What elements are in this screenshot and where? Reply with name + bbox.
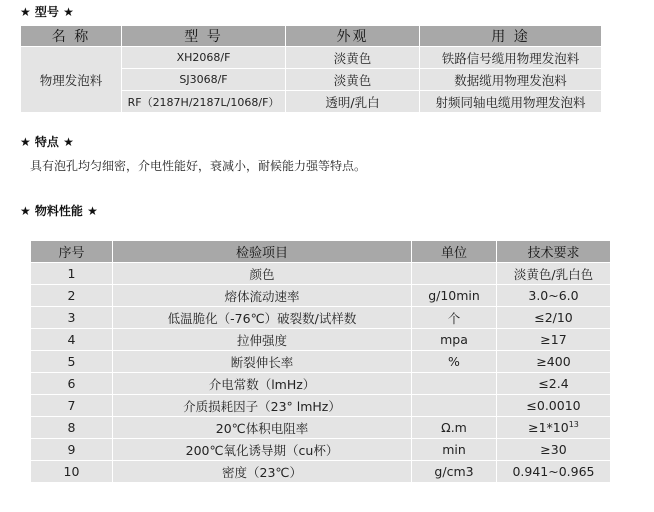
features-text: 具有泡孔均匀细密，介电性能好，衰减小，耐候能力强等特点。 [30, 159, 367, 173]
usage-cell: 铁路信号缆用物理发泡料 [420, 47, 602, 69]
product-name-cell: 物理发泡料 [21, 47, 122, 113]
usage-cell: 射频同轴电缆用物理发泡料 [420, 91, 602, 113]
unit-cell: mpa [412, 329, 497, 351]
header-no: 序号 [31, 241, 113, 263]
table-row [31, 285, 611, 307]
appearance-cell: 淡黄色 [286, 47, 420, 69]
usage-cell: 数据缆用物理发泡料 [420, 69, 602, 91]
item-cell: 200℃氧化诱导期（cu杯） [113, 439, 412, 461]
header-requirement: 技术要求 [497, 241, 611, 263]
table-row [31, 263, 611, 285]
unit-cell: % [412, 351, 497, 373]
header-item: 检验项目 [113, 241, 412, 263]
no-cell: 8 [31, 417, 113, 439]
item-cell: 介质损耗因子（23° lmHz） [113, 395, 412, 417]
table-header-row [31, 241, 611, 263]
item-cell: 熔体流动速率 [113, 285, 412, 307]
header-appearance: 外观 [286, 26, 420, 47]
no-cell: 3 [31, 307, 113, 329]
requirement-cell: ≥30 [497, 439, 611, 461]
header-name: 名 称 [21, 26, 122, 47]
requirement-cell: 0.941~0.965 [497, 461, 611, 483]
unit-cell: g/10min [412, 285, 497, 307]
requirement-base: ≥1*10 [528, 420, 569, 435]
appearance-cell: 透明/乳白 [286, 91, 420, 113]
requirement-cell [497, 417, 611, 439]
unit-cell: Ω.m [412, 417, 497, 439]
item-cell: 颜色 [113, 263, 412, 285]
item-cell: 断裂伸长率 [113, 351, 412, 373]
requirement-cell: ≤2/10 [497, 307, 611, 329]
section-title-properties: ★ 物料性能 ★ [20, 204, 98, 218]
table-row [31, 439, 611, 461]
requirement-cell: ≥400 [497, 351, 611, 373]
table-row [31, 373, 611, 395]
models-table [20, 25, 602, 113]
requirement-cell: 淡黄色/乳白色 [497, 263, 611, 285]
item-cell: 拉伸强度 [113, 329, 412, 351]
model-cell: XH2068/F [122, 47, 286, 69]
unit-cell: g/cm3 [412, 461, 497, 483]
no-cell: 2 [31, 285, 113, 307]
model-cell: RF（2187H/2187L/1068/F） [122, 91, 286, 113]
no-cell: 4 [31, 329, 113, 351]
no-cell: 7 [31, 395, 113, 417]
item-cell: 低温脆化（-76℃）破裂数/试样数 [113, 307, 412, 329]
table-row [31, 417, 611, 439]
table-row [21, 47, 602, 69]
header-usage: 用 途 [420, 26, 602, 47]
no-cell: 6 [31, 373, 113, 395]
table-row [31, 395, 611, 417]
item-cell: 介电常数（lmHz） [113, 373, 412, 395]
section-title-features: ★ 特点 ★ [20, 135, 74, 149]
unit-cell [412, 373, 497, 395]
item-cell: 20℃体积电阻率 [113, 417, 412, 439]
header-model: 型 号 [122, 26, 286, 47]
no-cell: 1 [31, 263, 113, 285]
section-title-model: ★ 型号 ★ [20, 5, 74, 19]
properties-table [30, 240, 611, 483]
unit-cell: min [412, 439, 497, 461]
unit-cell: 个 [412, 307, 497, 329]
requirement-cell: 3.0~6.0 [497, 285, 611, 307]
table-row [31, 307, 611, 329]
no-cell: 9 [31, 439, 113, 461]
table-row [31, 461, 611, 483]
table-header-row [21, 26, 602, 47]
item-cell: 密度（23℃） [113, 461, 412, 483]
no-cell: 10 [31, 461, 113, 483]
unit-cell [412, 263, 497, 285]
table-row [31, 351, 611, 373]
requirement-cell: ≥17 [497, 329, 611, 351]
requirement-cell: ≤2.4 [497, 373, 611, 395]
unit-cell [412, 395, 497, 417]
table-row [31, 329, 611, 351]
requirement-exponent: 13 [568, 419, 579, 429]
appearance-cell: 淡黄色 [286, 69, 420, 91]
requirement-cell: ≤0.0010 [497, 395, 611, 417]
no-cell: 5 [31, 351, 113, 373]
model-cell: SJ3068/F [122, 69, 286, 91]
header-unit: 单位 [412, 241, 497, 263]
